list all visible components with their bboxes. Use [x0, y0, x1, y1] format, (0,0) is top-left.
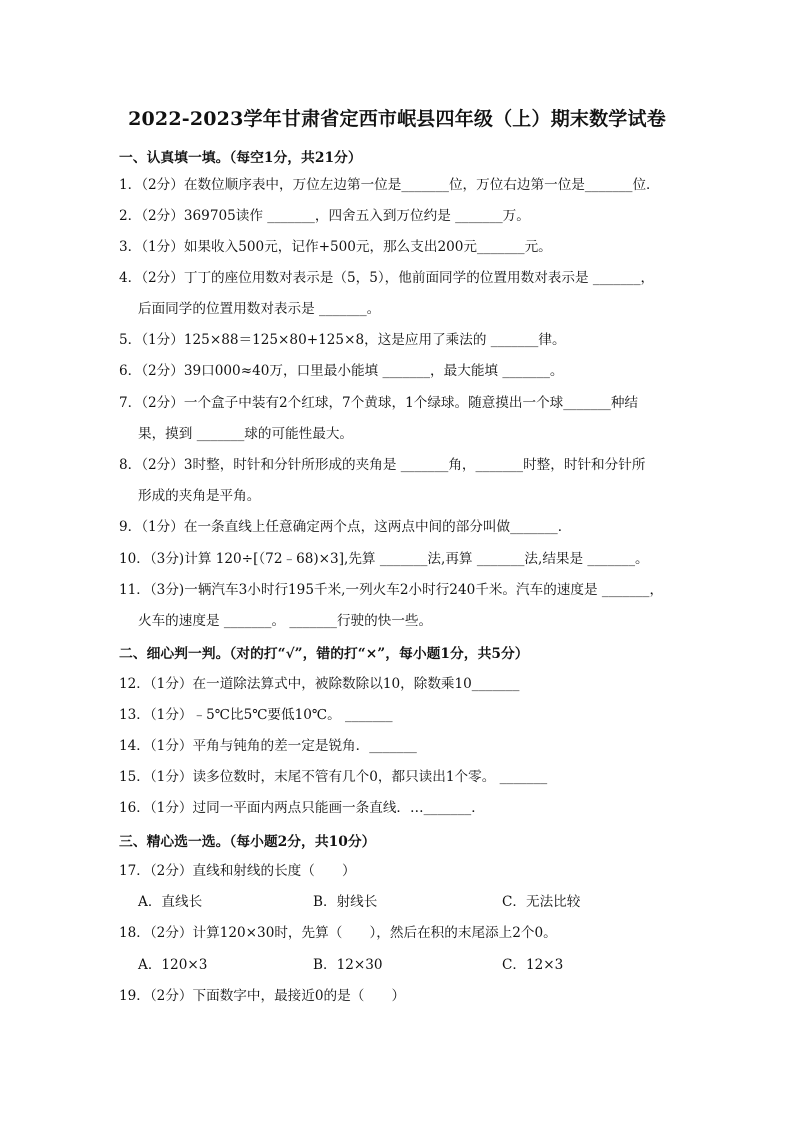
question-5: 5．（1分）125×88＝125×80+125×8，这是应用了乘法的 _______律。 — [119, 332, 566, 348]
question-18-option-a: A．120×3 — [138, 957, 208, 973]
question-18-option-c: C．12×3 — [502, 957, 564, 973]
question-2: 2．（2分）369705读作 _______，四舍五入到万位约是 _______万。 — [119, 208, 530, 224]
question-9: 9．（1分）在一条直线上任意确定两个点，这两点中间的部分叫做_______． — [119, 519, 572, 535]
question-12: 12．（1分）在一道除法算式中，被除数除以10，除数乘10_______ — [119, 676, 520, 692]
question-14: 14．（1分）平角与钝角的差一定是锐角．_______ — [119, 738, 417, 754]
question-7: 7．（2分）一个盒子中装有2个红球，7个黄球，1个绿球。随意摸出一个球_______种结 — [119, 395, 639, 411]
question-4-continued: 后面同学的位置用数对表示是 _______。 — [138, 301, 381, 317]
question-6: 6．（2分）39口000≈40万，口里最小能填 _______，最大能填 _______。 — [119, 363, 564, 379]
question-1: 1．（2分）在数位顺序表中，万位左边第一位是_______位，万位右边第一位是_______位． — [119, 177, 660, 193]
question-8: 8．（2分）3时整，时针和分针所形成的夹角是 _______角，_______时整，时针和分针所 — [119, 457, 646, 473]
question-8-continued: 形成的夹角是平角。 — [138, 488, 261, 504]
question-4: 4．（2分）丁丁的座位用数对表示是（5，5），他前面同学的位置用数对表示是 _______， — [119, 270, 655, 286]
section-heading-fill-in: 一、认真填一填。（每空1分，共21分） — [119, 150, 362, 166]
question-18: 18．（2分）计算120×30时，先算（ ），然后在积的末尾添上2个0。 — [119, 925, 557, 941]
question-17-option-c: C．无法比较 — [502, 894, 581, 910]
question-11-continued: 火车的速度是 _______。 _______行驶的快一些。 — [138, 613, 433, 629]
question-13: 13．（1分）﹣5℃比5℃要低10℃。 _______ — [119, 707, 393, 723]
question-17-option-a: A．直线长 — [138, 894, 203, 910]
question-17-option-b: B．射线长 — [313, 894, 378, 910]
section-heading-multiple-choice: 三、精心选一选。（每小题2分，共10分） — [119, 834, 376, 850]
question-3: 3．（1分）如果收入500元，记作+500元，那么支出200元_______元。 — [119, 239, 552, 255]
question-16: 16．（1分）过同一平面内两点只能画一条直线．…_______． — [119, 800, 485, 816]
question-10: 10．（3分)计算 120÷[（72﹣68)×3],先算 _______法,再算 _______法,结果是 _______。 — [119, 551, 649, 567]
question-18-option-b: B．12×30 — [313, 957, 383, 973]
question-17: 17．（2分）直线和射线的长度（ ） — [119, 863, 356, 879]
question-15: 15．（1分）读多位数时，末尾不管有几个0，都只读出1个零。 _______ — [119, 769, 548, 785]
page-title: 2022-2023学年甘肃省定西市岷县四年级（上）期末数学试卷 — [128, 108, 666, 130]
question-11: 11．（3分)一辆汽车3小时行195千米,一列火车2小时行240千米。汽车的速度是 _______， — [119, 582, 664, 598]
section-heading-true-false: 二、细心判一判。（对的打“√”，错的打“×”，每小题1分，共5分） — [119, 646, 529, 662]
question-7-continued: 果，摸到 _______球的可能性最大。 — [138, 426, 354, 442]
question-19: 19．（2分）下面数字中，最接近0的是（ ） — [119, 988, 406, 1004]
